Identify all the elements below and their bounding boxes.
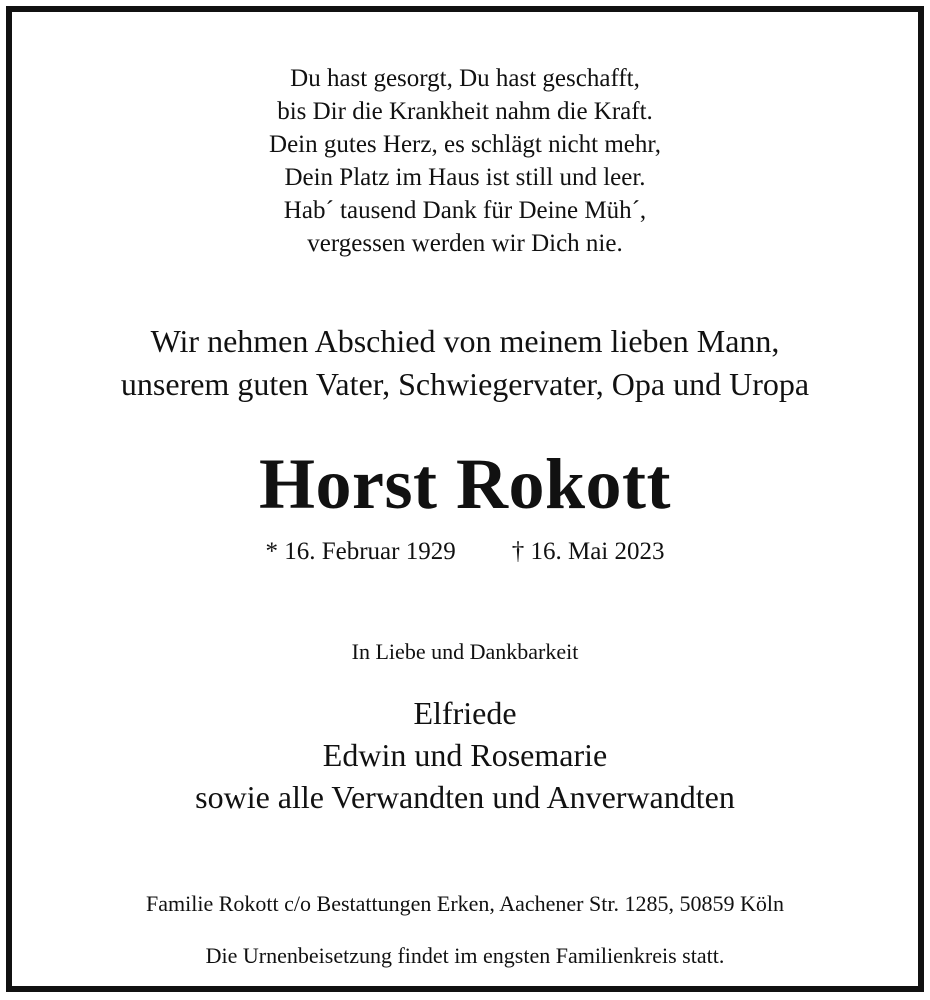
poem-line: Hab´ tausend Dank für Deine Müh´, <box>283 197 647 224</box>
birth-date: * 16. Februar 1929 <box>265 538 456 565</box>
family-address: Familie Rokott c/o Bestattungen Erken, Aachener Str. 1285, 50859 Köln <box>146 891 784 916</box>
obituary-frame <box>6 6 924 992</box>
farewell-line: unserem guten Vater, Schwiegervater, Opa und Uropa <box>120 366 810 402</box>
poem <box>12 62 918 260</box>
mourner-line: Edwin und Rosemarie <box>322 737 608 773</box>
farewell-text <box>12 320 918 406</box>
death-date: † 16. Mai 2023 <box>511 538 665 565</box>
mourners <box>12 692 918 818</box>
poem-line: Du hast gesorgt, Du hast geschafft, <box>290 65 640 92</box>
deceased-name: Horst Rokott <box>259 444 671 524</box>
burial-note: Die Urnenbeisetzung findet im engsten Familienkreis statt. <box>205 943 725 968</box>
mourner-line: Elfriede <box>413 695 517 731</box>
farewell-line: Wir nehmen Abschied von meinem lieben Mann, <box>150 323 780 359</box>
mourner-line: sowie alle Verwandten und Anverwandten <box>195 779 735 815</box>
closing-phrase: In Liebe und Dankbarkeit <box>351 639 579 664</box>
poem-line: Dein gutes Herz, es schlägt nicht mehr, <box>269 131 661 158</box>
poem-line: bis Dir die Krankheit nahm die Kraft. <box>277 98 653 125</box>
poem-line: vergessen werden wir Dich nie. <box>307 230 623 257</box>
poem-line: Dein Platz im Haus ist still und leer. <box>284 164 646 191</box>
life-dates <box>12 534 918 570</box>
